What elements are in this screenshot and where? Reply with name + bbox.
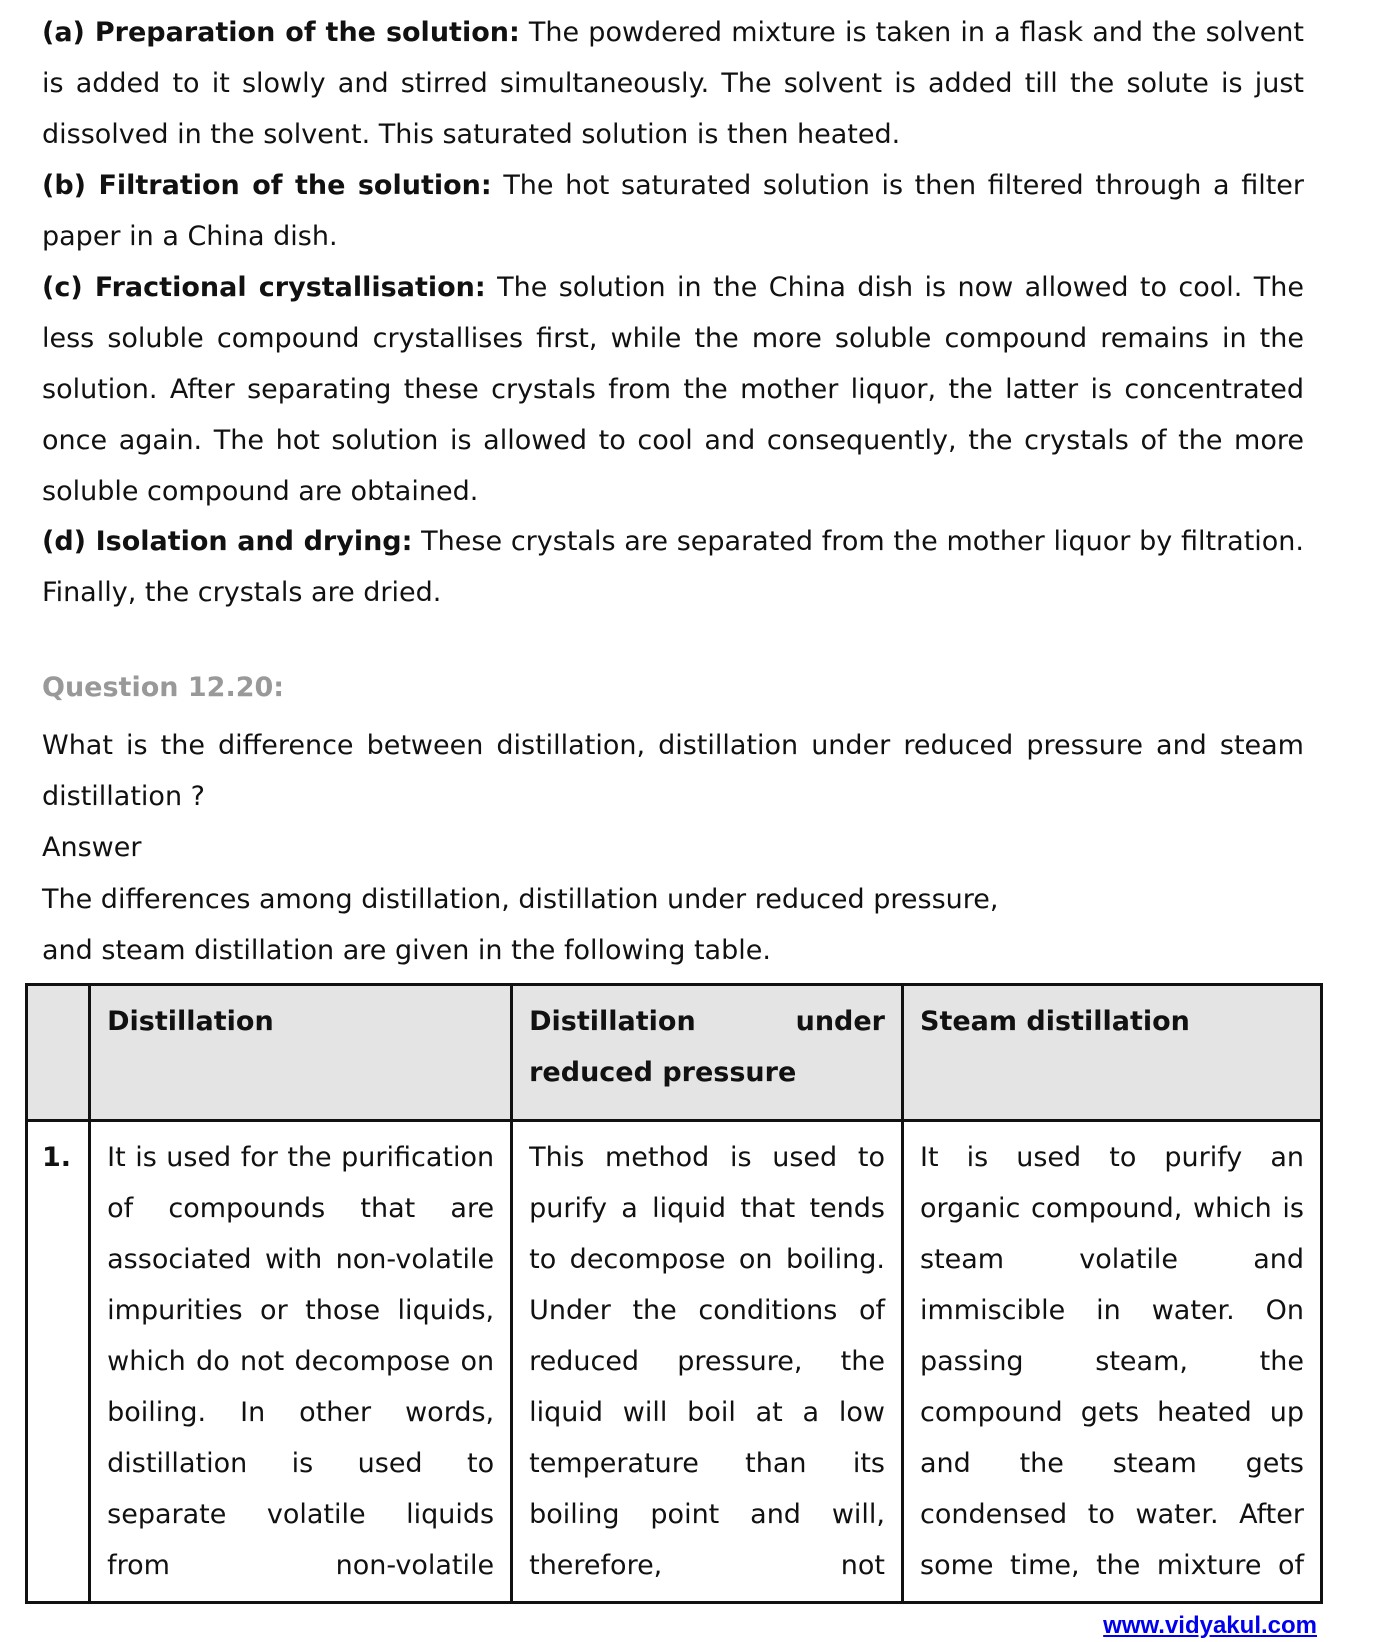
step-text: These crystals are separated from the mother liquor by filtration. Finally, the crystals are dried. — [42, 526, 1304, 608]
step-text: The powdered mixture is taken in a flask and the solvent is added to it slowly and stirred simultaneously. The solvent is added till the solute is just dissolved in the solvent. This saturated solution is then heated. — [42, 17, 1305, 150]
vidyakul-link[interactable]: www.vidyakul.com — [1103, 1612, 1317, 1639]
header-steam-distillation: Steam distillation — [903, 985, 1322, 1121]
step-label: (a) Preparation of the solution: — [42, 17, 520, 48]
step-label: (c) Fractional crystallisation: — [42, 272, 486, 303]
step-label: (d) Isolation and drying: — [42, 526, 413, 557]
step-filtration — [42, 160, 1304, 262]
step-preparation — [42, 7, 1304, 160]
table-row — [27, 1121, 1322, 1603]
answer-intro-line2: and steam distillation are given in the following table. — [42, 935, 771, 966]
step-label: (b) Filtration of the solution: — [42, 170, 492, 201]
step-text: The solution in the China dish is now allowed to cool. The less soluble compound crystallises first, while the more soluble compound remains in the solution. After separating these crystals from the mother liquor, the latter is concentrated once again. The hot solution is allowed to cool and consequently, the crystals of the more soluble compound are obtained. — [42, 272, 1304, 507]
question-heading: Question 12.20: — [42, 672, 285, 703]
step-text: The hot saturated solution is then filtered through a filter paper in a China dish. — [42, 170, 1305, 252]
cell-reduced-pressure: This method is used to purify a liquid that tends to decompose on boiling. Under the conditions of reduced pressure, the liquid will boil at a low temperature than its boiling point and will, therefore, not — [512, 1121, 903, 1603]
cell-steam-distillation: It is used to purify an organic compound, which is steam volatile and immiscible in water. On passing steam, the compound gets heated up and the steam gets condensed to water. After some time, the mixture of — [903, 1121, 1322, 1603]
header-reduced-pressure-line2: reduced pressure — [529, 1057, 797, 1088]
row-number: 1. — [27, 1121, 90, 1603]
comparison-table — [25, 983, 1323, 1604]
table-header-row — [27, 985, 1322, 1121]
header-num — [27, 985, 90, 1121]
cell-distillation: It is used for the purification of compounds that are associated with non-volatile impurities or those liquids, which do not decompose on boiling. In other words, distillation is used to separate volatile liquids from non-volatile — [90, 1121, 512, 1603]
question-text: What is the difference between distillation, distillation under reduced pressure and steam distillation ? — [42, 730, 1304, 812]
answer-intro-line1: The differences among distillation, distillation under reduced pressure, — [42, 884, 999, 915]
header-reduced-pressure-part1: Distillation — [529, 1006, 696, 1037]
header-reduced-pressure — [512, 985, 903, 1121]
header-distillation: Distillation — [90, 985, 512, 1121]
step-fractional-crystallisation — [42, 262, 1304, 517]
answer-label: Answer — [42, 832, 142, 863]
header-reduced-pressure-part2: under — [795, 1006, 885, 1037]
step-isolation-drying — [42, 516, 1304, 618]
